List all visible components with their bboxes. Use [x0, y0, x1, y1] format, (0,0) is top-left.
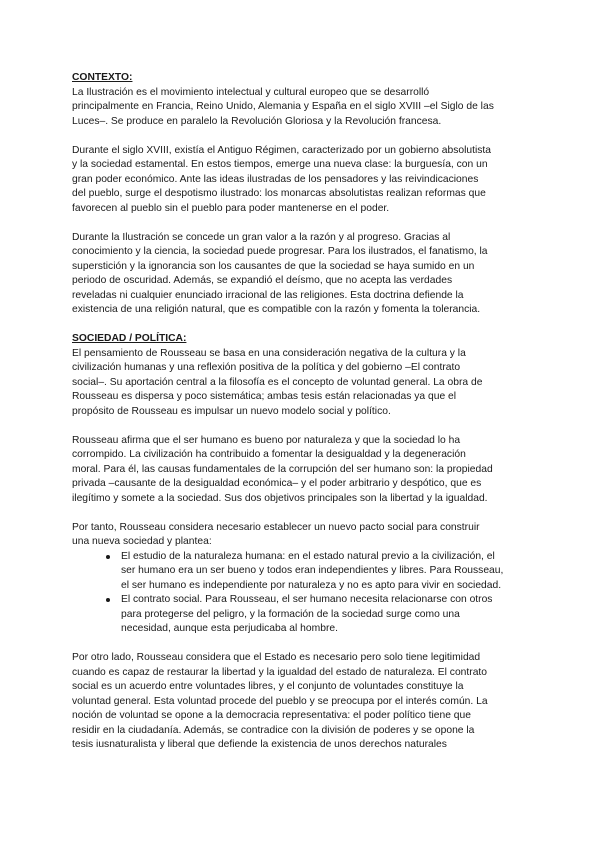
- paragraph: [72, 347, 542, 420]
- paragraph: [72, 86, 542, 130]
- bullet-icon: [106, 598, 110, 602]
- section-heading-sociedad-politica: SOCIEDAD / POLÍTICA:: [72, 333, 187, 344]
- text-line: corrompido. La civilización ha contribuido a fomentar la desigualdad y la degeneración: [72, 449, 466, 460]
- blank-line: [72, 129, 542, 144]
- text-line: existencia de una religión natural, que es compatible con la razón y fomenta la tolerancia.: [72, 304, 481, 315]
- text-line: social–. Su aportación central a la filosofía es el concepto de voluntad general. La obra de: [72, 376, 483, 388]
- text-line: Por tanto, Rousseau considera necesario establecer un nuevo pacto social para construir: [72, 521, 480, 533]
- document-page: [72, 71, 542, 753]
- text-line: propósito de Rousseau es impulsar un nuevo modelo social y político.: [72, 405, 391, 417]
- text-line: ilegítimo y somete a la sociedad. Sus dos objetivos principales son la libertad y la igualdad.: [72, 492, 488, 504]
- text-line: principalmente en Francia, Reino Unido, Alemania y España en el siglo XVIII –el Siglo de las: [72, 101, 494, 112]
- text-line: tesis iusnaturalista y liberal que defiende la existencia de unos derechos naturales: [72, 739, 447, 750]
- text-line: Rousseau afirma que el ser humano es bueno por naturaleza y que la sociedad lo ha: [72, 434, 461, 446]
- text-line: una nueva sociedad y plantea:: [72, 536, 212, 547]
- blank-line: [72, 419, 542, 434]
- text-line: para protegerse del peligro, y la formación de la sociedad surge como una: [121, 608, 460, 620]
- text-line: Durante la Ilustración se concede un gran valor a la razón y al progreso. Gracias al: [72, 231, 451, 243]
- text-line: voluntad general. Esta voluntad procede del pueblo y se preocupa por el interés común. La: [72, 695, 488, 707]
- list-item: [72, 593, 542, 637]
- text-line: gran poder económico. Ante las ideas ilustradas de los pensadores y las reivindicaciones: [72, 173, 479, 185]
- paragraph: [72, 231, 542, 318]
- text-line: favorecen al pueblo sin el pueblo para poder mantenerse en el poder.: [72, 202, 390, 214]
- text-line: Por otro lado, Rousseau considera que el Estado es necesario pero solo tiene legitimidad: [72, 652, 481, 663]
- text-line: moral. Para él, las causas fundamentales de la corrupción del ser humano son: la propiedad: [72, 463, 493, 475]
- blank-line: [72, 318, 542, 333]
- text-line: social es un acuerdo entre voluntades libres, y el conjunto de voluntades constituye la: [72, 681, 464, 692]
- text-line: reveladas ni cualquier enunciado irracional de las religiones. Esta doctrina defiende la: [72, 289, 464, 301]
- text-line: necesidad, aunque esta perjudicaba al hombre.: [121, 623, 338, 634]
- text-line: superstición y la ignorancia son los causantes de que la sociedad se haya sumido en un: [72, 260, 475, 272]
- blank-line: [72, 216, 542, 231]
- text-line: el ser humano es independiente por naturaleza y no es apto para vivir en sociedad.: [121, 579, 502, 591]
- bullet-list: [72, 550, 542, 637]
- blank-line: [72, 637, 542, 652]
- text-line: El contrato social. Para Rousseau, el ser humano necesita relacionarse con otros: [121, 594, 493, 605]
- text-line: periodo de oscuridad. Además, se expandió el deísmo, que no acepta las verdades: [72, 275, 453, 286]
- section-heading-contexto: CONTEXTO:: [72, 72, 133, 83]
- text-line: El estudio de la naturaleza humana: en el estado natural previo a la civilización, el: [121, 550, 495, 562]
- list-item: [72, 550, 542, 594]
- text-line: La Ilustración es el movimiento intelectual y cultural europeo que se desarrolló: [72, 86, 430, 98]
- text-line: civilización humanas y una reflexión positiva de la política y del gobierno –El contrato: [72, 362, 461, 373]
- text-line: conocimiento y la ciencia, la sociedad puede progresar. Para los ilustrados, el fanatismo, la: [72, 246, 488, 257]
- text-line: ser humano era un ser bueno y todos eran independientes y libres. Para Rousseau,: [121, 565, 504, 576]
- bullet-icon: [106, 555, 110, 559]
- blank-line: [72, 506, 542, 521]
- paragraph: [72, 651, 542, 753]
- text-line: Rousseau es dispersa y poco sistemática; ambas tesis están relacionadas ya que el: [72, 391, 457, 402]
- text-line: cuando es capaz de restaurar la libertad y la igualdad del estado de naturaleza. El contrato: [72, 666, 488, 678]
- text-line: y la sociedad estamental. En estos tiempos, emerge una nueva clase: la burguesía, con un: [72, 159, 488, 170]
- text-line: El pensamiento de Rousseau se basa en una consideración negativa de la cultura y la: [72, 347, 466, 359]
- text-line: noción de voluntad se opone a la democracia representativa: el poder político tiene que: [72, 710, 471, 721]
- text-line: Durante el siglo XVIII, existía el Antiguo Régimen, caracterizado por un gobierno absolutista: [72, 144, 491, 156]
- paragraph: [72, 521, 542, 550]
- paragraph: [72, 144, 542, 217]
- text-line: residir en la ciudadanía. Además, se contradice con la división de poderes y se opone la: [72, 724, 475, 736]
- text-line: privada –causante de la desigualdad económica– y el poder arbitrario y despótico, que es: [72, 478, 482, 489]
- text-line: Luces–. Se produce en paralelo la Revolución Gloriosa y la Revolución francesa.: [72, 115, 442, 127]
- paragraph: [72, 434, 542, 507]
- text-line: del pueblo, surge el despotismo ilustrado: los monarcas absolutistas realizan reformas que: [72, 188, 486, 199]
